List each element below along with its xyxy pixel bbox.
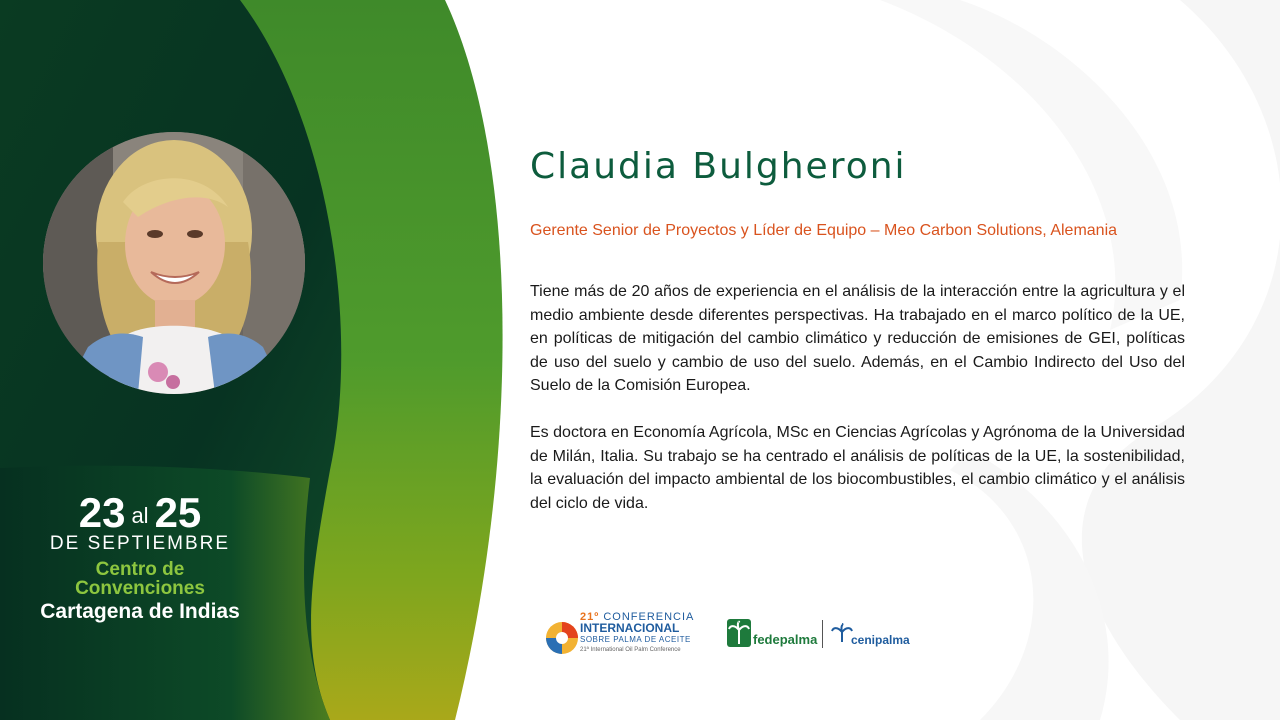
event-city: Cartagena de Indias [40,600,240,623]
day-end: 25 [154,489,202,536]
conference-logo-text [580,612,694,656]
conference-line-2: INTERNACIONAL [580,621,680,635]
cenipalma-logo-text: cenipalma [851,633,910,647]
fedepalma-logo-text: fedepalma [753,632,818,647]
venue-line-1: Centro de [95,559,185,580]
fedepalma-palm-icon [726,618,752,648]
cenipalma-icon [831,622,853,644]
day-connector: al [131,503,149,528]
speaker-role: Gerente Senior de Proyectos y Líder de Equipo – Meo Carbon Solutions, Alemania [530,222,1118,239]
event-month: DE SEPTIEMBRE [49,533,231,554]
logo-divider [822,620,823,648]
speaker-name: Claudia Bulgheroni [530,146,907,187]
venue-line-2: Convenciones [75,578,205,599]
event-venue [0,560,280,598]
speaker-photo [43,132,305,394]
conference-line-3: SOBRE PALMA DE ACEITE [580,635,691,644]
day-start: 23 [78,489,126,536]
conference-logo-icon [542,618,582,658]
conference-number: 21º [580,611,600,623]
conference-line-4: 21ª International Oil Palm Conference [580,647,681,653]
speaker-bio-paragraph-2: Es doctora en Economía Agrícola, MSc en Ciencias Agrícolas y Agrónoma de la Universidad de Milán, Italia. Su trabajo se ha centrado el análisis de políticas de la UE, la sostenibilidad, la evaluación del impacto ambiental de los biocombustibles, el cambio climático y el análisis del ciclo de vida. [530,424,1185,512]
conference-line-1: CONFERENCIA [603,611,695,623]
speaker-bio-paragraph-1: Tiene más de 20 años de experiencia en el análisis de la interacción entre la agricultura y el medio ambiente desde diferentes perspectivas. Ha trabajado en el marco político de la UE, en políticas de mitigación del cambio climático y reducción de emisiones de GEI, políticas de uso del suelo y cambio de uso del suelo. Además, en el Cambio Indirecto del Uso del Suelo de la Comisión Europea. [530,283,1185,394]
